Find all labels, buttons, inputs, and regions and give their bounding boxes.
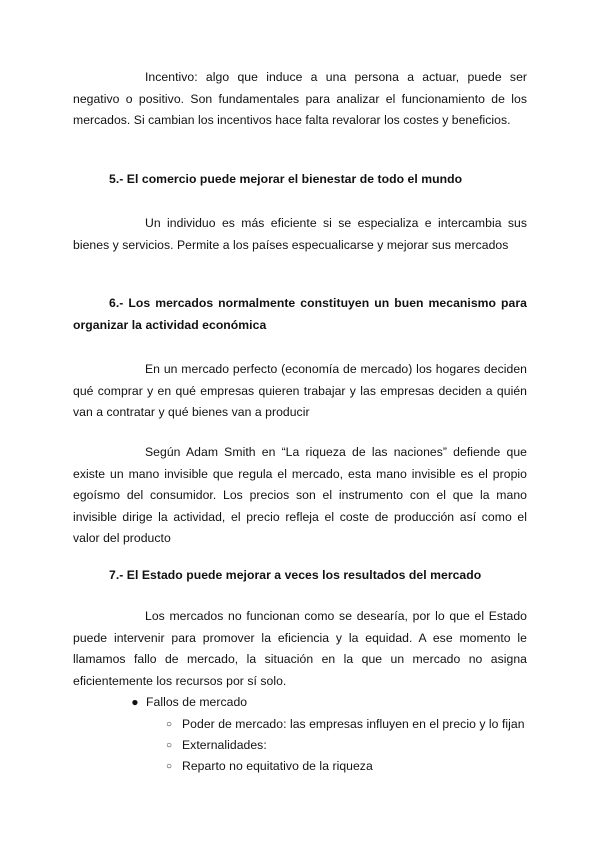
incentive-paragraph: Incentivo: algo que induce a una persona a actuar, puede ser negativo o positivo. Son fundamentales para analizar el funcionamiento de los mercados. Si cambian los incentivos hace falta revalorar los costes y beneficios. [73, 70, 527, 128]
section-6-heading-block [73, 293, 527, 336]
sub-list-item-text: Poder de mercado: las empresas influyen en el precio y lo fijan [182, 717, 525, 731]
section-7-paragraph: Los mercados no funcionan como se desearía, por lo que el Estado puede intervenir para promover la eficiencia y la equidad. A ese momento le llamamos fallo de mercado, la situación en la que un mercado no asigna eficientemente los recursos por sí solo. [73, 609, 527, 688]
section-5-heading: 5.- El comercio puede mejorar el bienestar de todo el mundo [109, 172, 463, 186]
sub-list-item-text: Externalidades: [182, 738, 267, 752]
incentive-paragraph-block [73, 67, 527, 132]
section-7-heading-block [73, 565, 527, 587]
section-7-heading: 7.- El Estado puede mejorar a veces los resultados del mercado [109, 568, 482, 582]
section-6-paragraph-1-block [73, 359, 527, 424]
bullet-filled-icon: ● [131, 695, 139, 709]
section-6-paragraph-2: Según Adam Smith en “La riqueza de las naciones” defiende que existe un mano invisible que regula el mercado, esta mano invisible es el propio egoísmo del consumidor. Los precios son el instrumento con el que la mano invisible dirige la actividad, el precio refleja el coste de producción así como el valor del producto [73, 445, 527, 546]
list-item-text: Fallos de mercado [146, 695, 248, 709]
section-7-paragraph-block [73, 606, 527, 692]
section-5-heading-block [73, 169, 527, 191]
section-6-paragraph-2-block [73, 442, 527, 550]
bullet-hollow-icon: ○ [165, 761, 173, 772]
section-6-heading: 6.- Los mercados normalmente constituyen un buen mecanismo para organizar la actividad económica [73, 296, 527, 332]
section-5-paragraph: Un individuo es más eficiente si se especializa e intercambia sus bienes y servicios. Permite a los países especualicarse y mejorar sus mercados [73, 216, 527, 252]
sub-list-item-text: Reparto no equitativo de la riqueza [182, 759, 373, 773]
bullet-hollow-icon: ○ [165, 719, 173, 730]
section-6-paragraph-1: En un mercado perfecto (economía de mercado) los hogares deciden qué comprar y en qué empresas quieren trabajar y las empresas deciden a quién van a contratar y qué bienes van a producir [73, 362, 527, 420]
section-5-paragraph-block [73, 213, 527, 256]
bullet-hollow-icon: ○ [165, 740, 173, 751]
